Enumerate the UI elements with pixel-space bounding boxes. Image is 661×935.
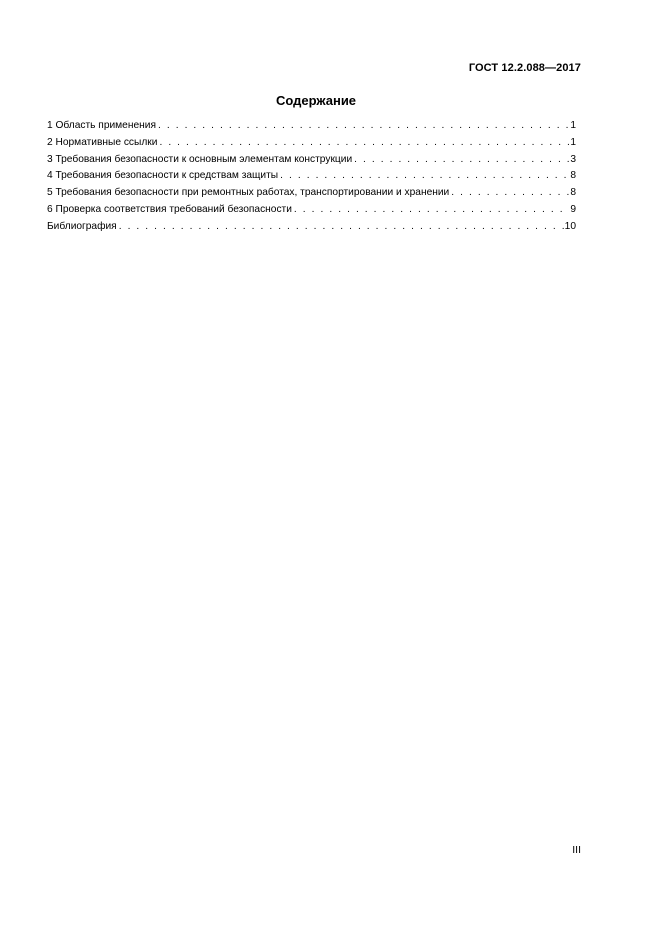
toc-entry-label: Библиография <box>47 220 117 232</box>
toc-entry-label: 4 Требования безопасности к средствам защиты <box>47 170 279 182</box>
toc-entry-normative-references[interactable] <box>47 135 576 152</box>
toc-entry-page: 1 <box>570 136 576 148</box>
toc-dot-leader <box>158 118 569 135</box>
page-number: III <box>572 844 581 856</box>
toc-entry-label: 5 Требования безопасности при ремонтных работах, транспортировании и хранении <box>47 187 450 199</box>
toc-entry-scope[interactable] <box>47 118 576 135</box>
toc-entry-label: 6 Проверка соответствия требований безопасности <box>47 203 292 215</box>
toc-entry-compliance-check[interactable] <box>47 202 576 219</box>
toc-dot-leader <box>119 219 564 236</box>
toc-entry-page: 3 <box>570 153 576 165</box>
toc-dot-leader <box>451 185 569 202</box>
toc-entry-page: 10 <box>564 220 576 232</box>
toc-entry-label: 1 Область применения <box>47 120 156 131</box>
toc-entry-page: 8 <box>570 170 576 182</box>
toc-entry-page: 9 <box>570 203 576 215</box>
toc-title: Содержание <box>275 93 357 108</box>
toc-entry-page: 1 <box>570 120 576 131</box>
toc-entry-label: 3 Требования безопасности к основным элементам конструкции <box>47 153 353 165</box>
toc-entry-bibliography[interactable] <box>47 219 576 236</box>
toc-entry-construction-requirements[interactable] <box>47 152 576 169</box>
toc-dot-leader <box>294 202 569 219</box>
toc-entry-repair-transport-storage[interactable] <box>47 185 576 202</box>
toc-entry-label: 2 Нормативные ссылки <box>47 136 158 148</box>
toc-dot-leader <box>280 168 569 185</box>
document-code: ГОСТ 12.2.088—2017 <box>468 62 581 74</box>
toc-entry-page: 8 <box>570 187 576 199</box>
table-of-contents <box>47 118 576 236</box>
toc-dot-leader <box>159 135 569 152</box>
toc-dot-leader <box>354 152 569 169</box>
toc-entry-protection-means[interactable] <box>47 168 576 185</box>
